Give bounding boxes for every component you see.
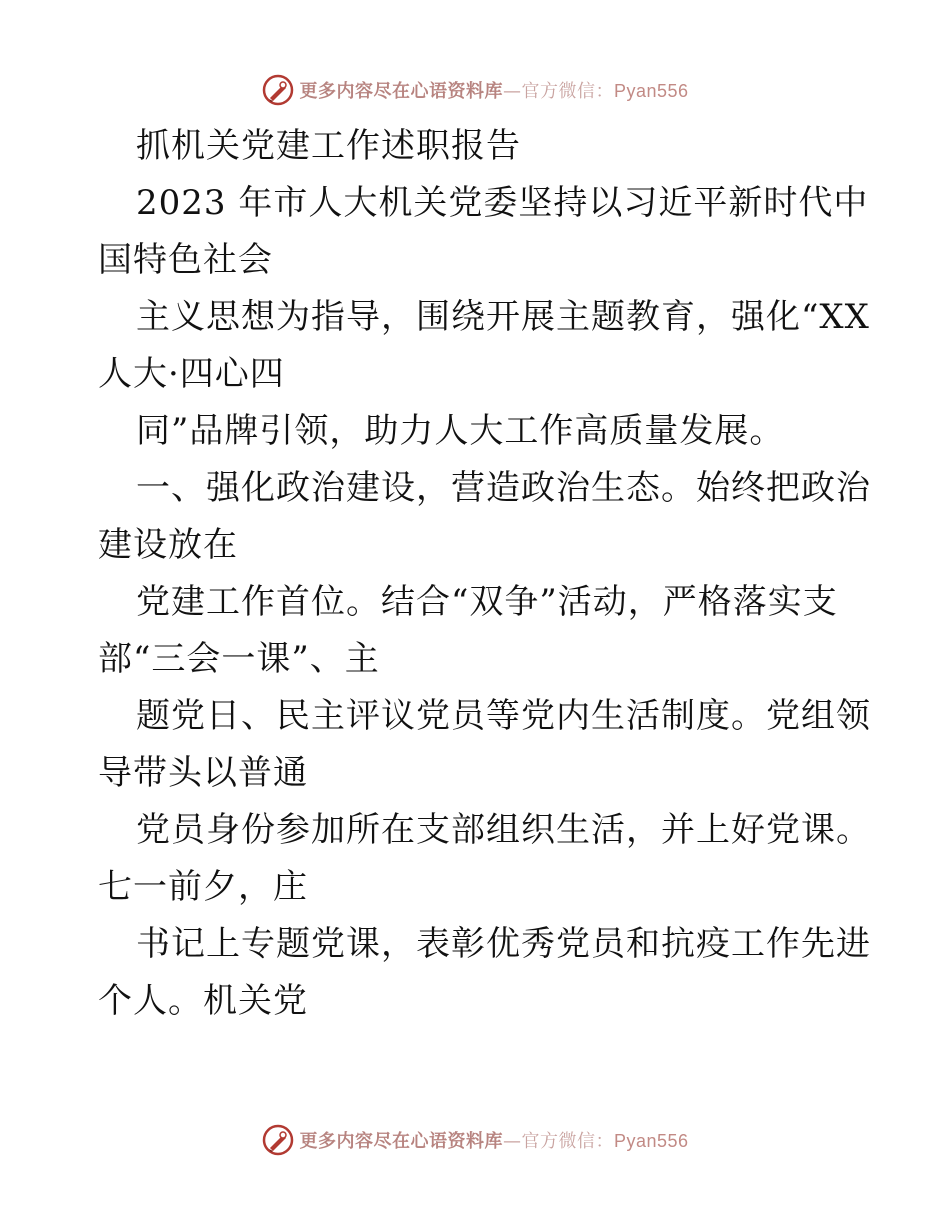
brand-watermark [261, 1123, 688, 1157]
watermark-title: 更多内容尽在心语资料库 [299, 81, 503, 102]
watermark-wechat-id: Pyan556 [613, 81, 689, 101]
text-line: 人大·四心四 [98, 354, 285, 394]
watermark-title: 更多内容尽在心语资料库 [299, 1131, 503, 1152]
document-title: 抓机关党建工作述职报告 [136, 126, 521, 166]
text-line: 一、强化政治建设，营造政治生态。始终把政治 [136, 468, 871, 508]
text-line: 书记上专题党课，表彰优秀党员和抗疫工作先进 [136, 924, 871, 964]
text-line: 七一前夕，庄 [98, 867, 308, 907]
text-line: 党建工作首位。结合“双争”活动，严格落实支 [136, 582, 838, 622]
text-line: 同”品牌引领，助力人大工作高质量发展。 [136, 411, 785, 451]
header-watermark [0, 70, 950, 110]
text-line: 个人。机关党 [98, 981, 308, 1021]
pen-logo-icon [261, 1123, 295, 1157]
watermark-wechat-id: Pyan556 [613, 1131, 689, 1151]
text-line: 国特色社会 [98, 240, 273, 280]
watermark-text [299, 1127, 688, 1153]
text-line: 题党日、民主评议党员等党内生活制度。党组领 [136, 696, 871, 736]
watermark-wechat-label: —官方微信： [502, 81, 614, 102]
brand-watermark [261, 73, 688, 107]
footer-watermark [0, 1120, 950, 1160]
text-line: 部“三会一课”、主 [98, 639, 380, 679]
text-line: 导带头以普通 [98, 753, 308, 793]
text-line: 2023 年市人大机关党委坚持以习近平新时代中 [136, 183, 869, 223]
text-line: 建设放在 [98, 525, 238, 565]
document-body [98, 118, 871, 1030]
watermark-text [299, 77, 688, 103]
text-line: 主义思想为指导，围绕开展主题教育，强化“XX [136, 297, 870, 337]
watermark-wechat-label: —官方微信： [502, 1131, 614, 1152]
text-line: 党员身份参加所在支部组织生活，并上好党课。 [136, 810, 871, 850]
pen-logo-icon [261, 73, 295, 107]
